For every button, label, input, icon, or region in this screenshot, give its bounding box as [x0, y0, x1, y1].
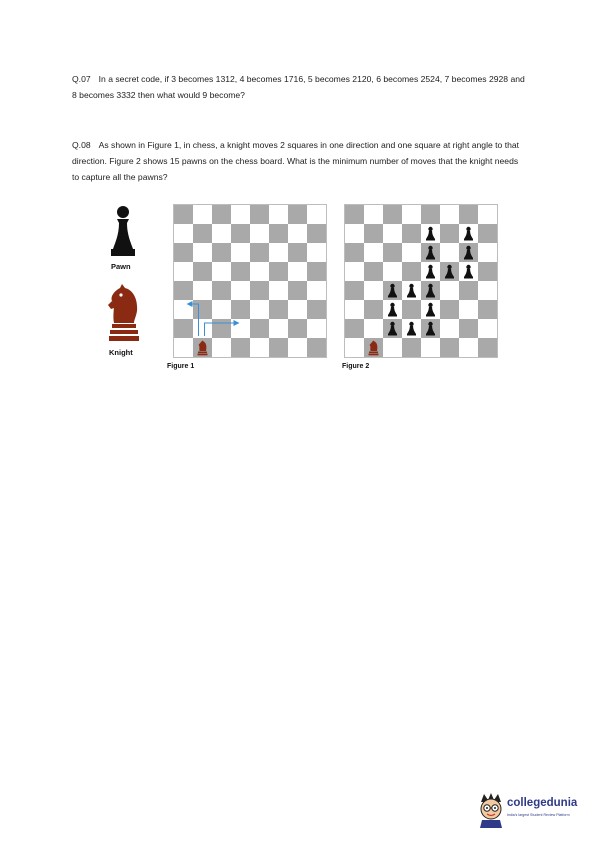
- square-f7: [440, 224, 459, 243]
- square-g7: [288, 224, 307, 243]
- square-g2: [288, 319, 307, 338]
- square-b4: [193, 281, 212, 300]
- square-a6: [345, 243, 364, 262]
- square-d1: [231, 338, 250, 357]
- square-c7: [383, 224, 402, 243]
- square-b3: [193, 300, 212, 319]
- question-number: Q.07: [72, 74, 91, 84]
- figure-2-caption: Figure 2: [342, 363, 370, 370]
- square-a4: [174, 281, 193, 300]
- square-a1: [345, 338, 364, 357]
- square-e6: [250, 243, 269, 262]
- square-h4: [307, 281, 326, 300]
- square-f3: [269, 300, 288, 319]
- square-f3: [440, 300, 459, 319]
- square-e4: [250, 281, 269, 300]
- square-c2: [212, 319, 231, 338]
- square-g3: [459, 300, 478, 319]
- square-c7: [212, 224, 231, 243]
- square-h5: [478, 262, 497, 281]
- square-g4: [288, 281, 307, 300]
- square-h3: [307, 300, 326, 319]
- square-f8: [269, 205, 288, 224]
- collegedunia-logo: [474, 792, 584, 832]
- square-e2: [250, 319, 269, 338]
- square-d5: [402, 262, 421, 281]
- square-h5: [307, 262, 326, 281]
- square-a5: [345, 262, 364, 281]
- square-a2: [345, 319, 364, 338]
- square-d1: [402, 338, 421, 357]
- question-number: Q.08: [72, 140, 91, 150]
- square-f6: [269, 243, 288, 262]
- square-g8: [459, 205, 478, 224]
- square-c8: [383, 205, 402, 224]
- square-b7: [364, 224, 383, 243]
- square-b5: [364, 262, 383, 281]
- square-d6: [402, 243, 421, 262]
- square-h7: [478, 224, 497, 243]
- square-d8: [231, 205, 250, 224]
- square-e5: [250, 262, 269, 281]
- square-f1: [440, 338, 459, 357]
- square-f1: [269, 338, 288, 357]
- square-f2: [269, 319, 288, 338]
- square-d5: [231, 262, 250, 281]
- square-c6: [383, 243, 402, 262]
- square-e1: [421, 338, 440, 357]
- square-e8: [421, 205, 440, 224]
- square-d7: [402, 224, 421, 243]
- square-g2: [459, 319, 478, 338]
- square-g6: [288, 243, 307, 262]
- square-f8: [440, 205, 459, 224]
- mascot-icon: [476, 792, 506, 828]
- square-c1: [383, 338, 402, 357]
- square-h8: [478, 205, 497, 224]
- square-f6: [440, 243, 459, 262]
- square-c1: [212, 338, 231, 357]
- square-a1: [174, 338, 193, 357]
- square-d2: [231, 319, 250, 338]
- square-b2: [364, 319, 383, 338]
- square-d7: [231, 224, 250, 243]
- square-b8: [193, 205, 212, 224]
- square-b6: [193, 243, 212, 262]
- square-c4: [212, 281, 231, 300]
- logo-tagline: India's largest Student Review Platform: [507, 813, 570, 817]
- square-c5: [383, 262, 402, 281]
- square-c5: [212, 262, 231, 281]
- square-d8: [402, 205, 421, 224]
- square-c6: [212, 243, 231, 262]
- chessboard-figure-2: [344, 204, 498, 358]
- knight-label: Knight: [109, 348, 133, 357]
- square-e8: [250, 205, 269, 224]
- square-e1: [250, 338, 269, 357]
- square-h4: [478, 281, 497, 300]
- square-g5: [288, 262, 307, 281]
- square-a8: [345, 205, 364, 224]
- square-f2: [440, 319, 459, 338]
- square-a2: [174, 319, 193, 338]
- square-f4: [269, 281, 288, 300]
- square-a3: [174, 300, 193, 319]
- figure-1-caption: Figure 1: [167, 363, 195, 370]
- square-b8: [364, 205, 383, 224]
- square-h1: [307, 338, 326, 357]
- square-b2: [193, 319, 212, 338]
- square-g8: [288, 205, 307, 224]
- square-d3: [231, 300, 250, 319]
- square-e3: [250, 300, 269, 319]
- square-e7: [250, 224, 269, 243]
- pawn-icon: [108, 205, 138, 262]
- chessboard-figure-1: [173, 204, 327, 358]
- square-h6: [307, 243, 326, 262]
- square-a7: [345, 224, 364, 243]
- pawn-label: Pawn: [111, 262, 131, 271]
- square-a6: [174, 243, 193, 262]
- square-c3: [212, 300, 231, 319]
- question-8: [72, 137, 527, 185]
- question-text: As shown in Figure 1, in chess, a knight moves 2 squares in one direction and one square at right angle to that direction. Figure 2 shows 15 pawns on the chess board. What is the minimum number of moves that the knight needs to capture all the pawns?: [72, 140, 520, 182]
- square-g1: [288, 338, 307, 357]
- knight-icon: [106, 283, 142, 348]
- square-g4: [459, 281, 478, 300]
- square-b5: [193, 262, 212, 281]
- square-b6: [364, 243, 383, 262]
- square-a5: [174, 262, 193, 281]
- square-d4: [231, 281, 250, 300]
- square-a4: [345, 281, 364, 300]
- square-h8: [307, 205, 326, 224]
- square-f7: [269, 224, 288, 243]
- square-c8: [212, 205, 231, 224]
- square-h6: [478, 243, 497, 262]
- square-b7: [193, 224, 212, 243]
- square-h2: [478, 319, 497, 338]
- square-a7: [174, 224, 193, 243]
- square-h3: [478, 300, 497, 319]
- square-h7: [307, 224, 326, 243]
- square-h2: [307, 319, 326, 338]
- question-7: [72, 71, 527, 103]
- square-d3: [402, 300, 421, 319]
- square-g1: [459, 338, 478, 357]
- square-b3: [364, 300, 383, 319]
- square-b4: [364, 281, 383, 300]
- square-d6: [231, 243, 250, 262]
- square-f4: [440, 281, 459, 300]
- square-a3: [345, 300, 364, 319]
- square-h1: [478, 338, 497, 357]
- logo-name: collegedunia: [507, 797, 578, 809]
- question-text: In a secret code, if 3 becomes 1312, 4 becomes 1716, 5 becomes 2120, 6 becomes 2524, 7 becomes 2928 and 8 becomes 3332 then what would 9 become?: [72, 74, 525, 100]
- square-a8: [174, 205, 193, 224]
- square-f5: [269, 262, 288, 281]
- square-g3: [288, 300, 307, 319]
